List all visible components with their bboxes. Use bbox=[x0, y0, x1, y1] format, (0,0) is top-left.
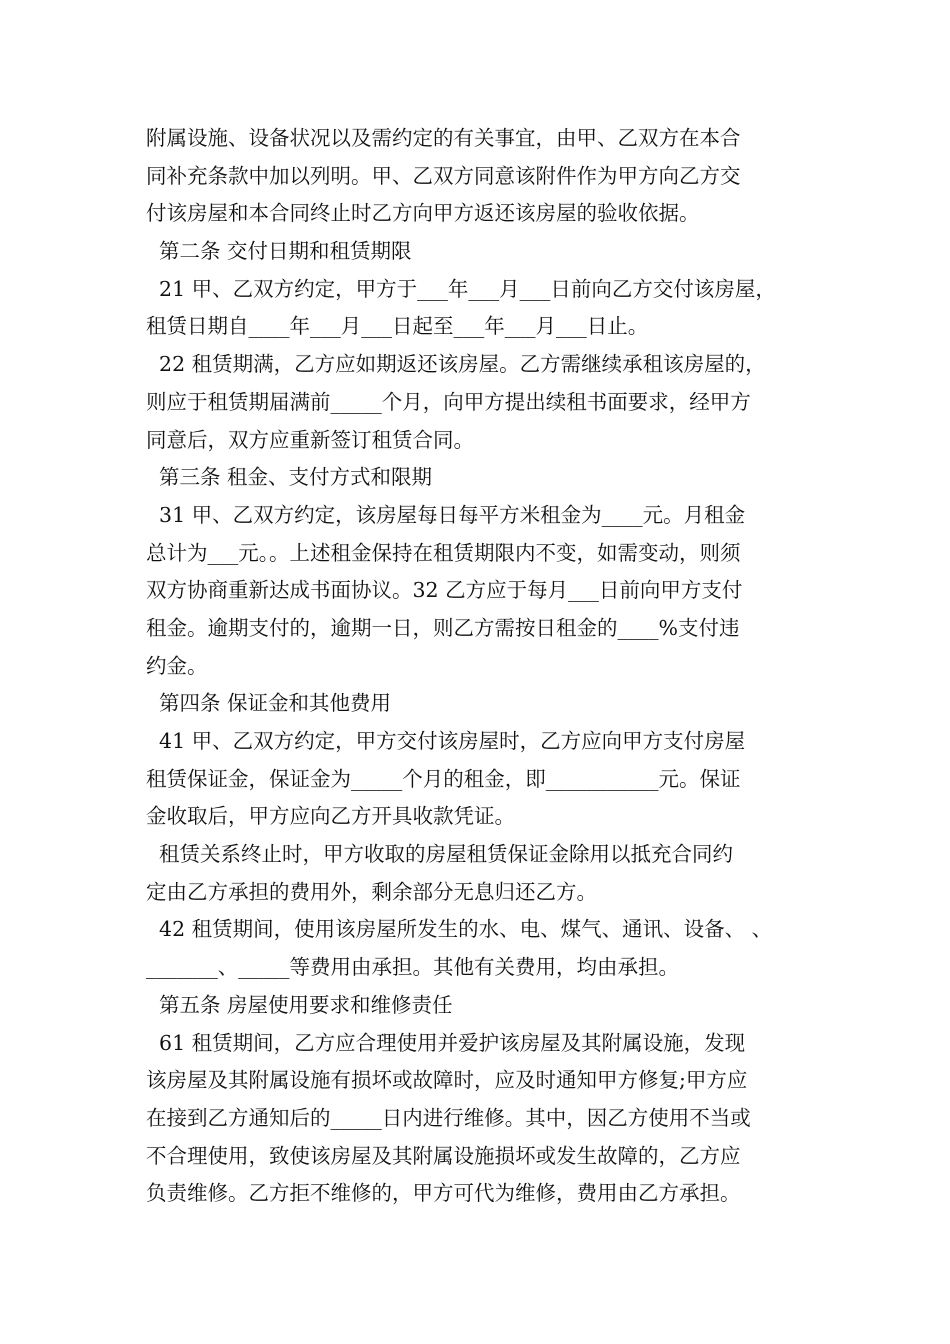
section-heading: 第二条 交付日期和租赁期限 bbox=[146, 239, 412, 264]
section-heading: 第三条 租金、支付方式和限期 bbox=[146, 465, 433, 490]
text-line: 租金。逾期支付的，逾期一日，则乙方需按日租金的____%支付违 bbox=[146, 615, 740, 640]
text-line: 总计为___元。。上述租金保持在租赁期限内不变，如需变动，则须 bbox=[146, 540, 741, 565]
text-line: 负责维修。乙方拒不维修的，甲方可代为维修，费用由乙方承担。 bbox=[146, 1181, 741, 1206]
text-line: 同意后，双方应重新签订租赁合同。 bbox=[146, 427, 474, 452]
text-line: 同补充条款中加以列明。甲、乙双方同意该附件作为甲方向乙方交 bbox=[146, 163, 741, 188]
text-line: 租赁保证金，保证金为_____个月的租金，即___________元。保证 bbox=[146, 766, 741, 791]
text-line: 22 租赁期满，乙方应如期返还该房屋。乙方需继续承租该房屋的， bbox=[146, 352, 766, 377]
text-line: 31 甲、乙双方约定，该房屋每日每平方米租金为____元。月租金 bbox=[146, 502, 746, 527]
text-line: _______、_____等费用由承担。其他有关费用，均由承担。 bbox=[146, 955, 679, 980]
text-line: 金收取后，甲方应向乙方开具收款凭证。 bbox=[146, 804, 515, 829]
text-line: 双方协商重新达成书面协议。32 乙方应于每月___日前向甲方支付 bbox=[146, 578, 743, 603]
text-line: 定由乙方承担的费用外，剩余部分无息归还乙方。 bbox=[146, 879, 597, 904]
section-heading: 第五条 房屋使用要求和维修责任 bbox=[146, 992, 453, 1017]
text-line: 付该房屋和本合同终止时乙方向甲方返还该房屋的验收依据。 bbox=[146, 201, 700, 226]
text-line: 41 甲、乙双方约定，甲方交付该房屋时，乙方应向甲方支付房屋 bbox=[146, 729, 746, 753]
text-line: 不合理使用，致使该房屋及其附属设施损坏或发生故障的，乙方应 bbox=[146, 1143, 741, 1168]
text-line: 租赁关系终止时，甲方收取的房屋租赁保证金除用以抵充合同约 bbox=[146, 842, 734, 867]
text-line: 61 租赁期间，乙方应合理使用并爱护该房屋及其附属设施，发现 bbox=[146, 1030, 746, 1055]
text-line: 在接到乙方通知后的_____日内进行维修。其中，因乙方使用不当或 bbox=[146, 1105, 751, 1130]
text-line: 则应于租赁期届满前_____个月，向甲方提出续租书面要求，经甲方 bbox=[146, 389, 751, 414]
text-line: 附属设施、设备状况以及需约定的有关事宜，由甲、乙双方在本合 bbox=[146, 126, 741, 150]
text-line: 约金。 bbox=[146, 653, 208, 678]
section-heading: 第四条 保证金和其他费用 bbox=[146, 691, 392, 716]
text-line: 租赁日期自____年___月___日起至___年___月___日止。 bbox=[146, 314, 649, 339]
text-line: 21 甲、乙双方约定，甲方于___年___月___日前向乙方交付该房屋， bbox=[146, 276, 776, 301]
text-line: 该房屋及其附属设施有损坏或故障时，应及时通知甲方修复;甲方应 bbox=[146, 1068, 748, 1093]
text-line: 42 租赁期间，使用该房屋所发生的水、电、煤气、通讯、设备、 、 bbox=[146, 917, 773, 942]
document-body bbox=[146, 120, 816, 1213]
